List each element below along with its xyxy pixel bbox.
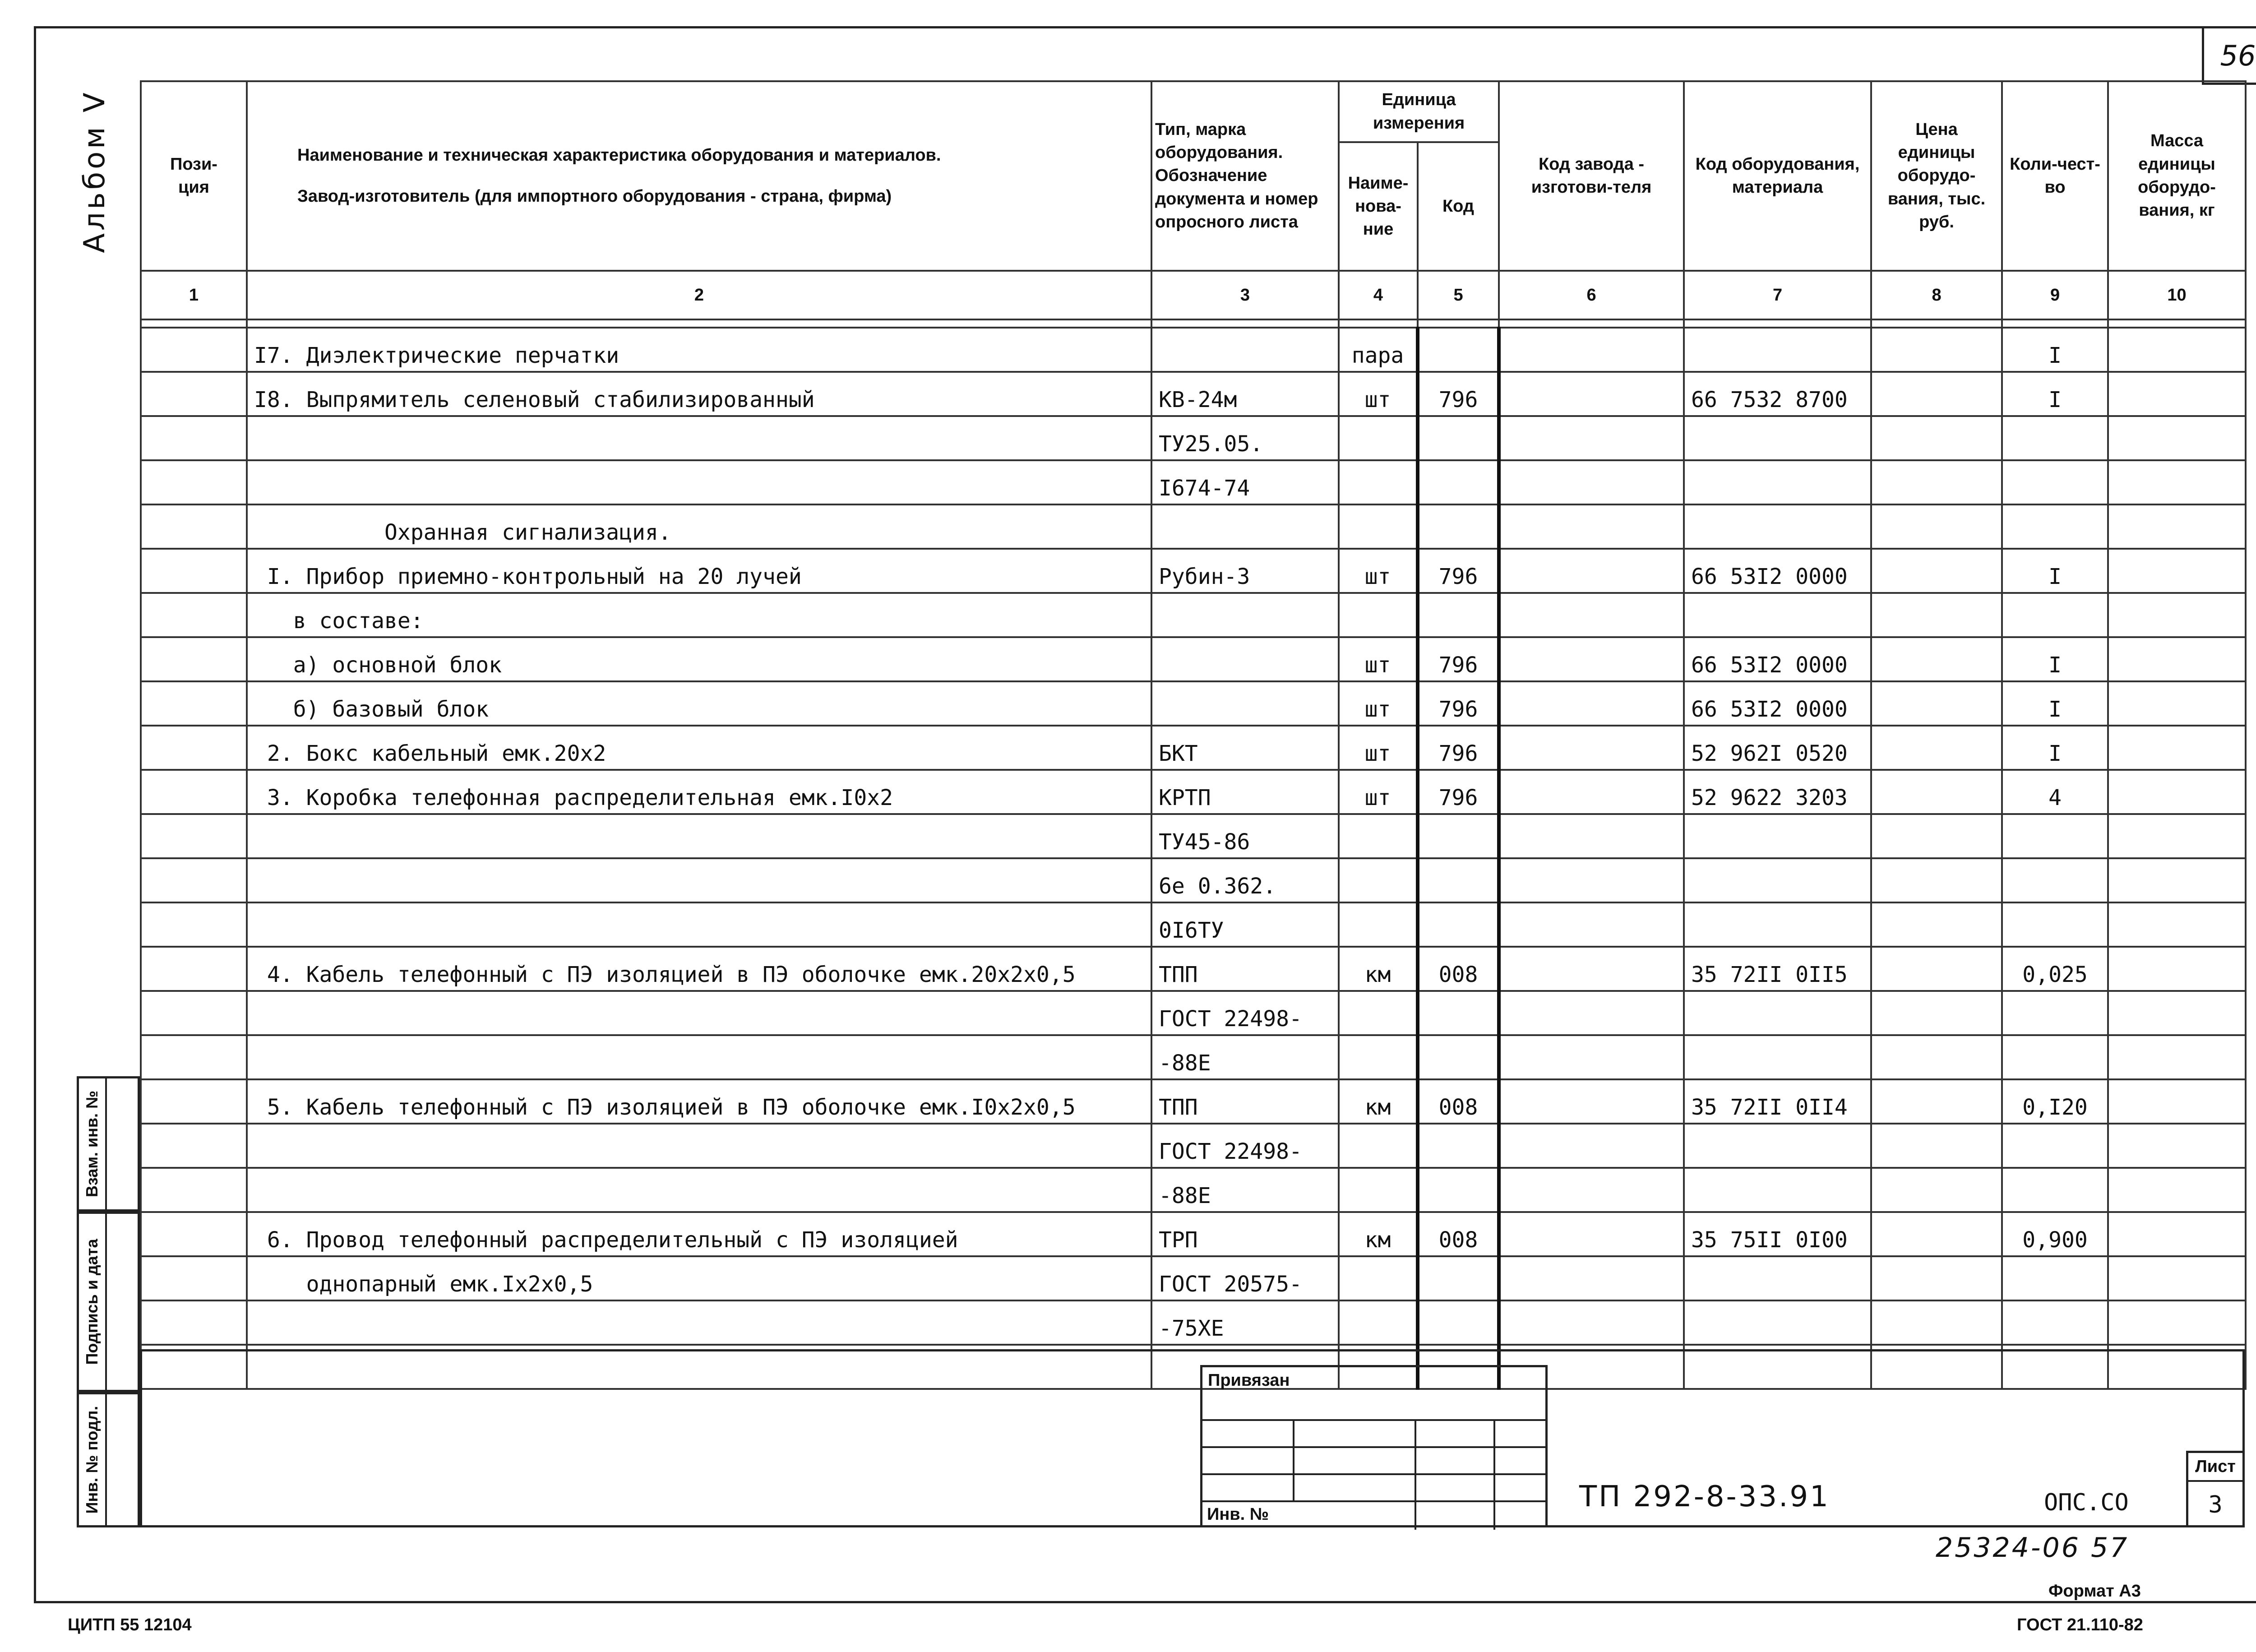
cell-mat: 52 962I 0520 bbox=[1684, 726, 1871, 770]
cell-qty: I bbox=[2002, 549, 2108, 593]
cell-name: 2. Бокс кабельный емк.20х2 bbox=[247, 726, 1151, 770]
cell-pos bbox=[141, 637, 247, 681]
cell-plant bbox=[1499, 1124, 1684, 1168]
column-number: 8 bbox=[1871, 271, 2002, 319]
cell-mat bbox=[1684, 416, 1871, 460]
cell-unit bbox=[1339, 902, 1418, 947]
cell-qty: I bbox=[2002, 726, 2108, 770]
gost-label: ГОСТ 21.110-82 bbox=[2017, 1615, 2143, 1634]
cell-type: Рубин-3 bbox=[1151, 549, 1339, 593]
cell-plant bbox=[1499, 328, 1684, 372]
cell-plant bbox=[1499, 1079, 1684, 1124]
cell-name bbox=[247, 858, 1151, 902]
cell-qty bbox=[2002, 1300, 2108, 1345]
cell-price bbox=[1871, 726, 2002, 770]
cell-plant bbox=[1499, 372, 1684, 416]
cell-mat: 35 75II 0I00 bbox=[1684, 1212, 1871, 1256]
cell-mass bbox=[2108, 1212, 2246, 1256]
cell-price bbox=[1871, 372, 2002, 416]
cell-price bbox=[1871, 991, 2002, 1035]
document-number: ТП 292-8-33.91 bbox=[1579, 1480, 1830, 1513]
cell-price bbox=[1871, 460, 2002, 504]
table-row bbox=[141, 681, 2246, 726]
cell-qty bbox=[2002, 504, 2108, 549]
table-row bbox=[141, 1124, 2246, 1168]
cell-price bbox=[1871, 814, 2002, 858]
cell-mass bbox=[2108, 1035, 2246, 1079]
cell-qty: I bbox=[2002, 637, 2108, 681]
cell-plant bbox=[1499, 902, 1684, 947]
cell-mass bbox=[2108, 549, 2246, 593]
cell-qty bbox=[2002, 1035, 2108, 1079]
cell-mat bbox=[1684, 814, 1871, 858]
cell-plant bbox=[1499, 1035, 1684, 1079]
header-unit-code: Код bbox=[1418, 142, 1499, 271]
cell-qty: I bbox=[2002, 681, 2108, 726]
table-row bbox=[141, 902, 2246, 947]
cell-unit: шт bbox=[1339, 726, 1418, 770]
cell-mat bbox=[1684, 991, 1871, 1035]
cell-unit bbox=[1339, 504, 1418, 549]
cell-unit: пара bbox=[1339, 328, 1418, 372]
list-number: 3 bbox=[2208, 1491, 2223, 1518]
cell-type: ТУ45-86 bbox=[1151, 814, 1339, 858]
cell-type: КВ-24м bbox=[1151, 372, 1339, 416]
column-number: 1 bbox=[141, 271, 247, 319]
cell-code bbox=[1418, 1035, 1499, 1079]
cell-name bbox=[247, 460, 1151, 504]
list-box bbox=[2186, 1451, 2245, 1527]
cell-mass bbox=[2108, 1256, 2246, 1300]
cell-name: 5. Кабель телефонный с ПЭ изоляцией в ПЭ оболочке емк.I0х2х0,5 bbox=[247, 1079, 1151, 1124]
cell-pos bbox=[141, 770, 247, 814]
cell-name bbox=[247, 902, 1151, 947]
cell-mass bbox=[2108, 1124, 2246, 1168]
table-row bbox=[141, 947, 2246, 991]
cell-unit: шт bbox=[1339, 770, 1418, 814]
cell-qty bbox=[2002, 460, 2108, 504]
cell-name: а) основной блок bbox=[247, 637, 1151, 681]
header-position: Пози- ция bbox=[141, 81, 247, 271]
archive-stamp: 25324-06 57 bbox=[1936, 1532, 2129, 1564]
cell-name bbox=[247, 1124, 1151, 1168]
cell-plant bbox=[1499, 814, 1684, 858]
column-number: 3 bbox=[1151, 271, 1339, 319]
cell-qty bbox=[2002, 593, 2108, 637]
cell-code bbox=[1418, 504, 1499, 549]
header-type: Тип, марка оборудования. Обозначение документа и номер опросного листа bbox=[1151, 81, 1339, 271]
cell-plant bbox=[1499, 549, 1684, 593]
cell-code bbox=[1418, 416, 1499, 460]
cell-plant bbox=[1499, 681, 1684, 726]
cell-qty bbox=[2002, 814, 2108, 858]
cell-type bbox=[1151, 681, 1339, 726]
cell-type: КРТП bbox=[1151, 770, 1339, 814]
cell-mass bbox=[2108, 637, 2246, 681]
cell-plant bbox=[1499, 1300, 1684, 1345]
cell-unit: шт bbox=[1339, 637, 1418, 681]
title-block-area bbox=[140, 1349, 2245, 1527]
cell-mass bbox=[2108, 416, 2246, 460]
cell-qty: 0,I20 bbox=[2002, 1079, 2108, 1124]
cell-qty bbox=[2002, 858, 2108, 902]
cell-type: ГОСТ 22498- bbox=[1151, 991, 1339, 1035]
table-row bbox=[141, 328, 2246, 372]
cell-qty: 4 bbox=[2002, 770, 2108, 814]
column-number: 4 bbox=[1339, 271, 1418, 319]
cell-price bbox=[1871, 1300, 2002, 1345]
cell-pos bbox=[141, 902, 247, 947]
cell-pos bbox=[141, 1168, 247, 1212]
cell-mat bbox=[1684, 593, 1871, 637]
cell-mass bbox=[2108, 460, 2246, 504]
side-stamp-podpis: Подпись и дата bbox=[77, 1212, 140, 1392]
cell-type: -88Е bbox=[1151, 1168, 1339, 1212]
cell-plant bbox=[1499, 504, 1684, 549]
column-number: 6 bbox=[1499, 271, 1684, 319]
cell-plant bbox=[1499, 726, 1684, 770]
cell-unit bbox=[1339, 858, 1418, 902]
cell-code: 008 bbox=[1418, 1212, 1499, 1256]
cell-mass bbox=[2108, 504, 2246, 549]
cell-type: 6е 0.362. bbox=[1151, 858, 1339, 902]
cell-plant bbox=[1499, 460, 1684, 504]
cell-type bbox=[1151, 637, 1339, 681]
cell-qty bbox=[2002, 902, 2108, 947]
cell-mass bbox=[2108, 991, 2246, 1035]
cell-mat bbox=[1684, 1168, 1871, 1212]
privyazan-label: Привязан bbox=[1208, 1371, 1290, 1390]
cell-pos bbox=[141, 1079, 247, 1124]
cell-mat: 66 53I2 0000 bbox=[1684, 681, 1871, 726]
cell-mass bbox=[2108, 814, 2246, 858]
cell-mass bbox=[2108, 770, 2246, 814]
cell-plant bbox=[1499, 637, 1684, 681]
table-row bbox=[141, 991, 2246, 1035]
cell-pos bbox=[141, 372, 247, 416]
cell-plant bbox=[1499, 947, 1684, 991]
cell-mass bbox=[2108, 328, 2246, 372]
cell-type: БКТ bbox=[1151, 726, 1339, 770]
cell-qty: 0,025 bbox=[2002, 947, 2108, 991]
cell-name: 3. Коробка телефонная распределительная емк.I0х2 bbox=[247, 770, 1151, 814]
cell-name: Охранная сигнализация. bbox=[247, 504, 1151, 549]
cell-plant bbox=[1499, 770, 1684, 814]
cell-type bbox=[1151, 504, 1339, 549]
table-row bbox=[141, 416, 2246, 460]
cell-pos bbox=[141, 328, 247, 372]
cell-code: 796 bbox=[1418, 549, 1499, 593]
table-row bbox=[141, 814, 2246, 858]
cell-price bbox=[1871, 1079, 2002, 1124]
cell-pos bbox=[141, 947, 247, 991]
cell-type: ГОСТ 20575- bbox=[1151, 1256, 1339, 1300]
cell-price bbox=[1871, 504, 2002, 549]
header-price: Цена единицы оборудо-вания, тыс. руб. bbox=[1871, 81, 2002, 271]
cell-pos bbox=[141, 460, 247, 504]
column-number: 7 bbox=[1684, 271, 1871, 319]
cell-price bbox=[1871, 328, 2002, 372]
cell-price bbox=[1871, 681, 2002, 726]
cell-mat bbox=[1684, 902, 1871, 947]
cell-type: ГОСТ 22498- bbox=[1151, 1124, 1339, 1168]
cell-price bbox=[1871, 593, 2002, 637]
cell-unit bbox=[1339, 1300, 1418, 1345]
side-stamp-vzam: Взам. инв. № bbox=[77, 1076, 140, 1212]
cell-qty: 0,900 bbox=[2002, 1212, 2108, 1256]
cell-unit bbox=[1339, 1256, 1418, 1300]
header-material-code: Код оборудования, материала bbox=[1684, 81, 1871, 271]
cell-mass bbox=[2108, 858, 2246, 902]
cell-code bbox=[1418, 814, 1499, 858]
cell-mass bbox=[2108, 681, 2246, 726]
cell-plant bbox=[1499, 416, 1684, 460]
cell-mat bbox=[1684, 858, 1871, 902]
table-row bbox=[141, 504, 2246, 549]
cell-plant bbox=[1499, 1168, 1684, 1212]
header-name: Наименование и техническая характеристика оборудования и материалов. Завод-изготовитель (для импортного оборудования - страна, фирма) bbox=[247, 81, 1151, 271]
table-row bbox=[141, 1300, 2246, 1345]
cell-price bbox=[1871, 1035, 2002, 1079]
cell-mat: 66 53I2 0000 bbox=[1684, 637, 1871, 681]
header-plant-code: Код завода - изготови-теля bbox=[1499, 81, 1684, 271]
cell-mat bbox=[1684, 328, 1871, 372]
side-stamp-inv: Инв. № подл. bbox=[77, 1392, 140, 1527]
cell-unit bbox=[1339, 1035, 1418, 1079]
cell-unit bbox=[1339, 1168, 1418, 1212]
cell-qty bbox=[2002, 1124, 2108, 1168]
table-row bbox=[141, 549, 2246, 593]
inv-no-label: Инв. № bbox=[1207, 1505, 1269, 1524]
cell-mass bbox=[2108, 726, 2246, 770]
cell-pos bbox=[141, 1212, 247, 1256]
cell-code bbox=[1418, 1168, 1499, 1212]
citp-label: ЦИТП 55 12104 bbox=[68, 1615, 192, 1634]
cell-mass bbox=[2108, 372, 2246, 416]
header-unit-group: Единица измерения bbox=[1339, 81, 1499, 142]
cell-pos bbox=[141, 1256, 247, 1300]
cell-name: I7. Диэлектрические перчатки bbox=[247, 328, 1151, 372]
cell-mat: 52 9622 3203 bbox=[1684, 770, 1871, 814]
cell-mass bbox=[2108, 1300, 2246, 1345]
cell-pos bbox=[141, 1035, 247, 1079]
cell-mass bbox=[2108, 947, 2246, 991]
cell-code: 796 bbox=[1418, 726, 1499, 770]
table-row bbox=[141, 858, 2246, 902]
cell-mass bbox=[2108, 1079, 2246, 1124]
cell-price bbox=[1871, 637, 2002, 681]
cell-code bbox=[1418, 1256, 1499, 1300]
cell-price bbox=[1871, 549, 2002, 593]
cell-pos bbox=[141, 991, 247, 1035]
privyazan-box bbox=[1200, 1365, 1548, 1527]
cell-qty bbox=[2002, 1256, 2108, 1300]
cell-mass bbox=[2108, 1168, 2246, 1212]
cell-pos bbox=[141, 416, 247, 460]
cell-plant bbox=[1499, 991, 1684, 1035]
format-label: Формат А3 bbox=[2048, 1582, 2141, 1601]
cell-price bbox=[1871, 1256, 2002, 1300]
document-code: ОПС.СО bbox=[2044, 1489, 2129, 1516]
cell-unit: шт bbox=[1339, 549, 1418, 593]
table-row bbox=[141, 726, 2246, 770]
cell-mat bbox=[1684, 504, 1871, 549]
cell-mat: 66 53I2 0000 bbox=[1684, 549, 1871, 593]
cell-code: 796 bbox=[1418, 770, 1499, 814]
cell-code bbox=[1418, 1300, 1499, 1345]
cell-pos bbox=[141, 726, 247, 770]
cell-type: ТРП bbox=[1151, 1212, 1339, 1256]
cell-name bbox=[247, 991, 1151, 1035]
cell-name bbox=[247, 814, 1151, 858]
cell-mass bbox=[2108, 593, 2246, 637]
table-row bbox=[141, 1256, 2246, 1300]
cell-pos bbox=[141, 549, 247, 593]
cell-name: 6. Провод телефонный распределительный с ПЭ изоляцией bbox=[247, 1212, 1151, 1256]
cell-pos bbox=[141, 1124, 247, 1168]
cell-price bbox=[1871, 1124, 2002, 1168]
cell-unit: км bbox=[1339, 947, 1418, 991]
cell-qty bbox=[2002, 1168, 2108, 1212]
cell-type: -88Е bbox=[1151, 1035, 1339, 1079]
cell-code bbox=[1418, 902, 1499, 947]
cell-code bbox=[1418, 991, 1499, 1035]
cell-code: 796 bbox=[1418, 372, 1499, 416]
column-number: 9 bbox=[2002, 271, 2108, 319]
cell-code: 796 bbox=[1418, 637, 1499, 681]
cell-plant bbox=[1499, 1212, 1684, 1256]
cell-price bbox=[1871, 1168, 2002, 1212]
cell-unit: шт bbox=[1339, 372, 1418, 416]
cell-price bbox=[1871, 770, 2002, 814]
cell-name: I. Прибор приемно-контрольный на 20 лучей bbox=[247, 549, 1151, 593]
cell-name: в составе: bbox=[247, 593, 1151, 637]
column-number: 5 bbox=[1418, 271, 1499, 319]
column-number: 10 bbox=[2108, 271, 2246, 319]
cell-mat bbox=[1684, 1124, 1871, 1168]
cell-mat: 66 7532 8700 bbox=[1684, 372, 1871, 416]
table-row bbox=[141, 593, 2246, 637]
cell-code bbox=[1418, 858, 1499, 902]
cell-type bbox=[1151, 328, 1339, 372]
table-row bbox=[141, 1168, 2246, 1212]
cell-qty: I bbox=[2002, 328, 2108, 372]
cell-plant bbox=[1499, 1256, 1684, 1300]
cell-code: 008 bbox=[1418, 1079, 1499, 1124]
cell-mat bbox=[1684, 1256, 1871, 1300]
cell-price bbox=[1871, 1212, 2002, 1256]
header-mass: Масса единицы оборудо-вания, кг bbox=[2108, 81, 2246, 271]
cell-pos bbox=[141, 858, 247, 902]
cell-name bbox=[247, 1168, 1151, 1212]
sheet-number: 56 bbox=[2202, 26, 2256, 85]
cell-type: -75ХЕ bbox=[1151, 1300, 1339, 1345]
cell-name: б) базовый блок bbox=[247, 681, 1151, 726]
cell-price bbox=[1871, 902, 2002, 947]
cell-qty bbox=[2002, 416, 2108, 460]
cell-mat: 35 72II 0II5 bbox=[1684, 947, 1871, 991]
cell-type: 0I6ТУ bbox=[1151, 902, 1339, 947]
cell-name bbox=[247, 1035, 1151, 1079]
cell-qty: I bbox=[2002, 372, 2108, 416]
cell-plant bbox=[1499, 593, 1684, 637]
list-label: Лист bbox=[2188, 1453, 2242, 1482]
cell-mat bbox=[1684, 460, 1871, 504]
table-row bbox=[141, 372, 2246, 416]
table-row bbox=[141, 637, 2246, 681]
cell-unit bbox=[1339, 416, 1418, 460]
cell-code: 796 bbox=[1418, 681, 1499, 726]
cell-code: 008 bbox=[1418, 947, 1499, 991]
cell-mass bbox=[2108, 902, 2246, 947]
cell-pos bbox=[141, 593, 247, 637]
cell-pos bbox=[141, 504, 247, 549]
specification-table bbox=[140, 80, 2247, 1390]
cell-unit: шт bbox=[1339, 681, 1418, 726]
cell-mat: 35 72II 0II4 bbox=[1684, 1079, 1871, 1124]
cell-type: ТПП bbox=[1151, 1079, 1339, 1124]
cell-price bbox=[1871, 416, 2002, 460]
cell-code bbox=[1418, 1124, 1499, 1168]
cell-code bbox=[1418, 593, 1499, 637]
cell-unit: км bbox=[1339, 1212, 1418, 1256]
cell-price bbox=[1871, 947, 2002, 991]
cell-unit bbox=[1339, 593, 1418, 637]
cell-pos bbox=[141, 814, 247, 858]
cell-price bbox=[1871, 858, 2002, 902]
table-row bbox=[141, 1212, 2246, 1256]
cell-mat bbox=[1684, 1035, 1871, 1079]
table-row bbox=[141, 1079, 2246, 1124]
cell-name: I8. Выпрямитель селеновый стабилизированный bbox=[247, 372, 1151, 416]
cell-unit bbox=[1339, 460, 1418, 504]
cell-unit bbox=[1339, 991, 1418, 1035]
album-label: Альбом V bbox=[78, 90, 111, 253]
table-row bbox=[141, 770, 2246, 814]
table-row bbox=[141, 1035, 2246, 1079]
cell-name: 4. Кабель телефонный с ПЭ изоляцией в ПЭ оболочке емк.20х2х0,5 bbox=[247, 947, 1151, 991]
cell-mat bbox=[1684, 1300, 1871, 1345]
cell-unit bbox=[1339, 814, 1418, 858]
table-row bbox=[141, 460, 2246, 504]
column-number: 2 bbox=[247, 271, 1151, 319]
cell-pos bbox=[141, 1300, 247, 1345]
header-quantity: Коли-чест-во bbox=[2002, 81, 2108, 271]
cell-plant bbox=[1499, 858, 1684, 902]
cell-name: однопарный емк.Iх2х0,5 bbox=[247, 1256, 1151, 1300]
header-unit-name: Наиме-нова-ние bbox=[1339, 142, 1418, 271]
cell-type: ТПП bbox=[1151, 947, 1339, 991]
cell-name bbox=[247, 1300, 1151, 1345]
cell-pos bbox=[141, 681, 247, 726]
cell-qty bbox=[2002, 991, 2108, 1035]
cell-unit: км bbox=[1339, 1079, 1418, 1124]
cell-name bbox=[247, 416, 1151, 460]
cell-type: I674-74 bbox=[1151, 460, 1339, 504]
cell-unit bbox=[1339, 1124, 1418, 1168]
cell-code bbox=[1418, 460, 1499, 504]
cell-code bbox=[1418, 328, 1499, 372]
cell-type bbox=[1151, 593, 1339, 637]
cell-type: ТУ25.05. bbox=[1151, 416, 1339, 460]
